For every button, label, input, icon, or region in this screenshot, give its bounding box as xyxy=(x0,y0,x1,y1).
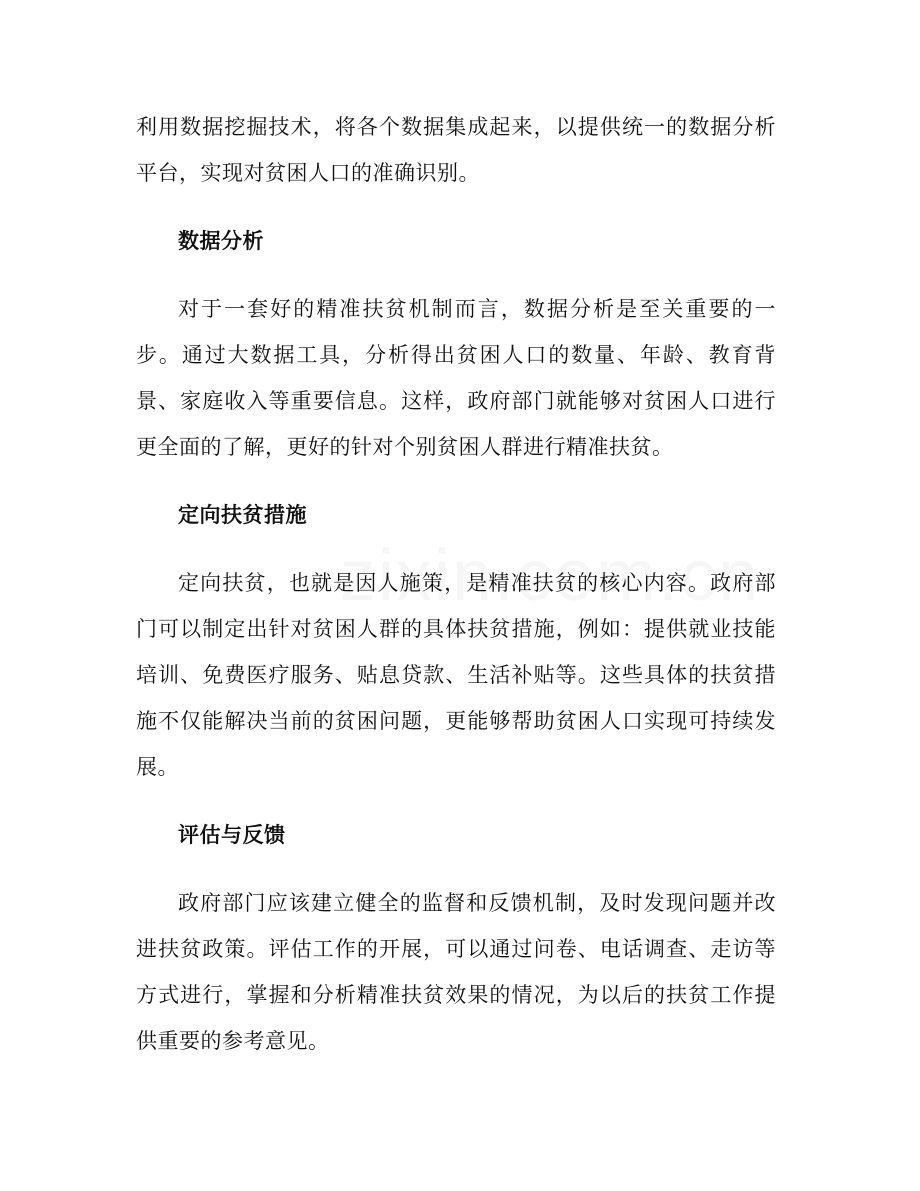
section-paragraph-data-analysis: 对于一套好的精准扶贫机制而言，数据分析是至关重要的一步。通过大数据工具，分析得出贫困人口的数量、年龄、教育背景、家庭收入等重要信息。这样，政府部门就能够对贫困人口进行更全面的了解，更好的针对个别贫困人群进行精准扶贫。 xyxy=(136,297,776,459)
section-heading-evaluation-feedback: 评估与反馈 xyxy=(178,823,286,847)
section-heading-targeted-measures: 定向扶贫措施 xyxy=(178,503,307,527)
section-paragraph-targeted-measures: 定向扶贫，也就是因人施策，是精准扶贫的核心内容。政府部门可以制定出针对贫困人群的具体扶贫措施，例如：提供就业技能培训、免费医疗服务、贴息贷款、生活补贴等。这些具体的扶贫措施不仅能解决当前的贫困问题，更能够帮助贫困人口实现可持续发展。 xyxy=(136,571,776,779)
section-paragraph-evaluation-feedback: 政府部门应该建立健全的监督和反馈机制，及时发现问题并改进扶贫政策。评估工作的开展，可以通过问卷、电话调查、走访等方式进行，掌握和分析精准扶贫效果的情况，为以后的扶贫工作提供重要的参考意见。 xyxy=(136,891,776,1053)
intro-paragraph: 利用数据挖掘技术，将各个数据集成起来，以提供统一的数据分析平台，实现对贫困人口的准确识别。 xyxy=(136,115,776,185)
section-heading-data-analysis: 数据分析 xyxy=(178,229,264,253)
document-body xyxy=(136,104,776,1064)
